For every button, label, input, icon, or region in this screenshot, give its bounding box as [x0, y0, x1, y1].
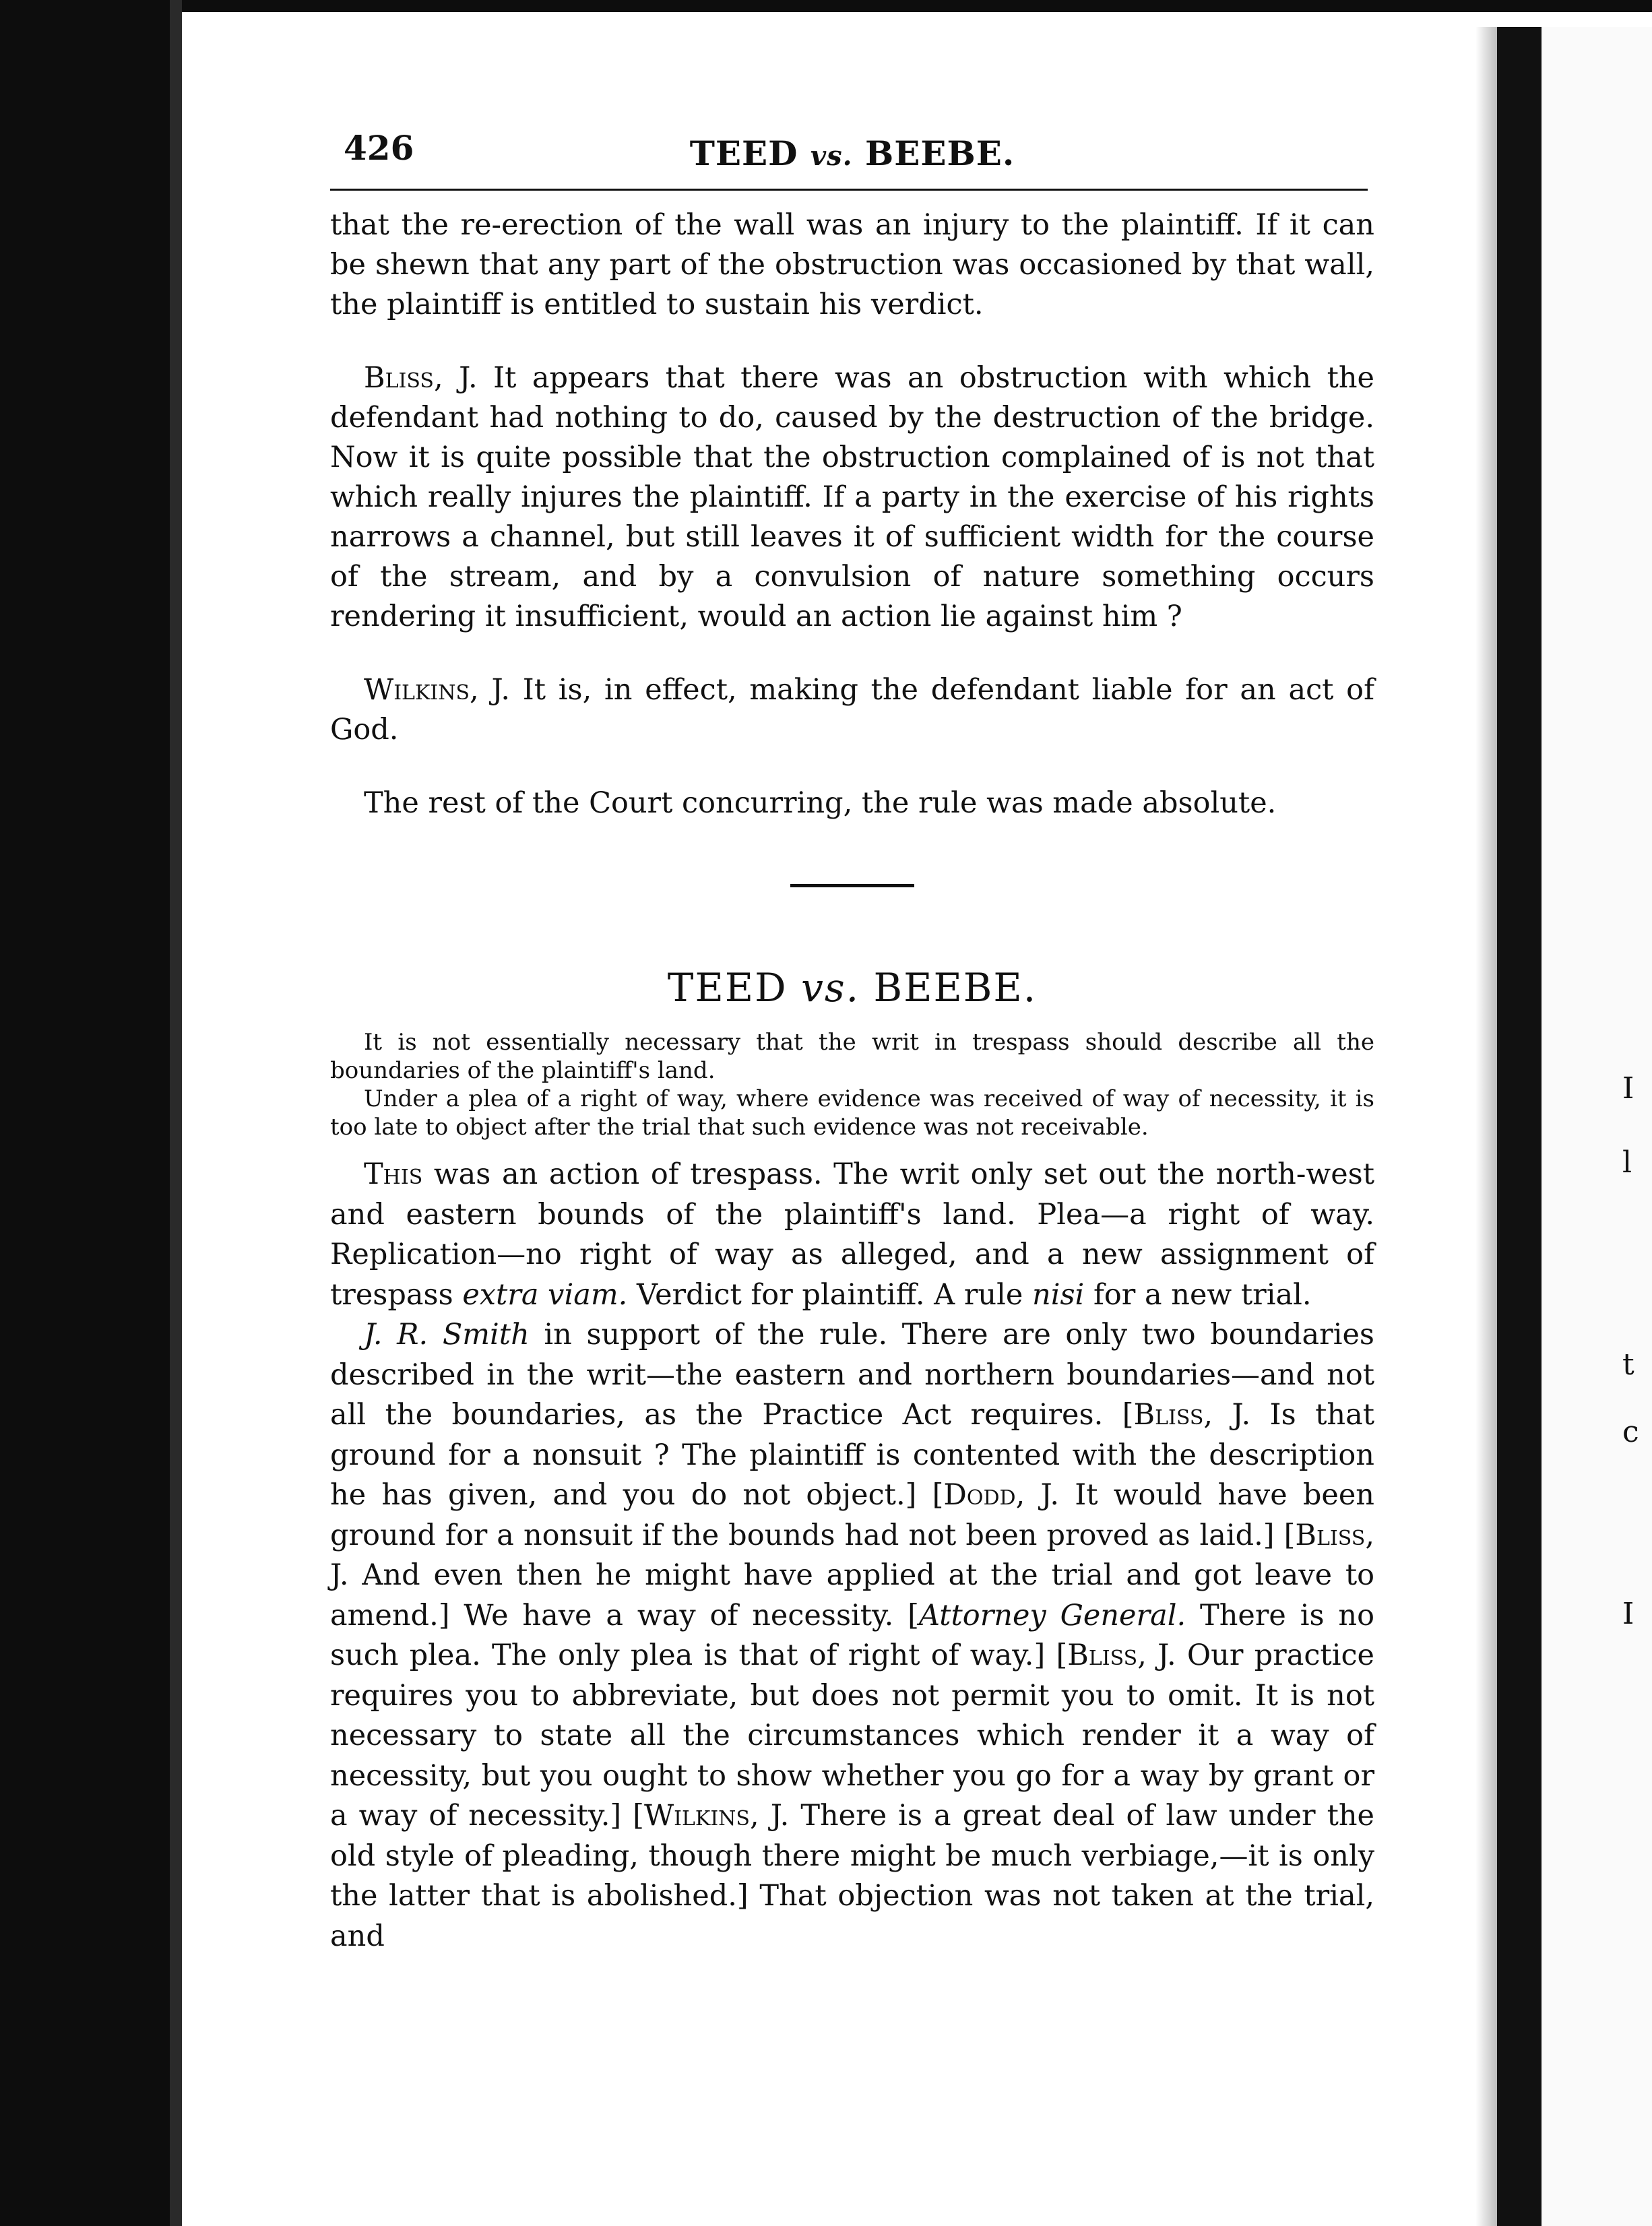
header-rule	[330, 189, 1368, 191]
edge-glyph: t	[1622, 1347, 1634, 1382]
adjacent-page-edge	[1542, 27, 1652, 2226]
paragraph-facts	[330, 1155, 1374, 1315]
text-run: for a new trial.	[1093, 1277, 1312, 1312]
edge-glyph: c	[1622, 1415, 1639, 1449]
text-run: There is no such plea. The only plea is that of right of way.] [	[330, 1598, 1375, 1672]
gutter-shadow	[1475, 27, 1497, 2226]
judge-name: Bliss, J.	[364, 361, 478, 395]
text-run: It would have been ground for a nonsuit if the bounds had not been proved as laid.] [	[330, 1478, 1374, 1552]
text-run: Our practice requires you to abbreviate, but does not permit you to omit. It is not necessary to state all the circumstances which render it a way of necessity, but you ought to show whether you go for a way by grant or a way of necessity.] [	[330, 1639, 1374, 1833]
counsel-name: J. R. Smith	[364, 1318, 530, 1352]
judge-name: Bliss, J.	[330, 1518, 1374, 1592]
opinion-text: It is, in effect, making the defendant liable for an act of God.	[330, 673, 1374, 746]
judge-name: Bliss, J.	[1067, 1639, 1176, 1672]
running-head-vs: vs.	[810, 140, 853, 172]
paragraph-wilkins-opinion	[330, 670, 1374, 750]
page-number: 426	[344, 128, 414, 168]
judge-name: Wilkins, J.	[643, 1799, 790, 1833]
paragraph-bliss-opinion	[330, 358, 1374, 637]
text-run: Verdict for plaintiff. A rule	[636, 1277, 1023, 1312]
text-run: was an action of trespass. The writ only set out the north-west and eastern bounds of the plaintiff's land. Plea—a right of way. Replication—no right of way as alleged, and a new assignment of trespass	[330, 1157, 1374, 1312]
edge-glyph: I	[1622, 1597, 1634, 1631]
judge-name: Bliss, J.	[1133, 1398, 1251, 1432]
case-title	[330, 965, 1374, 1011]
running-head-title	[330, 133, 1374, 173]
judge-name: Wilkins, J.	[364, 673, 511, 707]
case-vs: vs.	[801, 965, 860, 1011]
counsel-name: Attorney General.	[918, 1598, 1186, 1632]
case-body	[330, 1155, 1374, 1957]
running-head-party-left: TEED	[689, 133, 798, 173]
right-binding-shadow	[1497, 27, 1542, 2226]
headnote: It is not essentially necessary that the writ in trespass should describe all the boundaries of the plaintiff's land.	[330, 1029, 1374, 1084]
judge-name: Dodd, J.	[943, 1478, 1060, 1512]
running-head-party-right: BEEBE.	[865, 133, 1015, 173]
latin-phrase: extra viam.	[462, 1277, 628, 1312]
edge-glyph: I	[1622, 1071, 1634, 1106]
left-binding-shadow	[0, 0, 182, 2226]
opinion-text: It appears that there was an obstruction with which the defendant had nothing to do, caused by the destruction of the bridge. Now it is quite possible that the obstruction complained of is not that which really injures the plaintiff. If a party in the exercise of his rights narrows a channel, but still leaves it of sufficient width for the course of the stream, and by a convulsion of nature something occurs rendering it insufficient, would an action lie against him ?	[330, 361, 1374, 633]
lead-word: This	[364, 1157, 423, 1191]
latin-phrase: nisi	[1032, 1277, 1085, 1312]
paragraph-argument	[330, 1315, 1374, 1957]
scan-top-border	[0, 0, 1652, 12]
book-page	[330, 128, 1374, 1957]
text-run: And even then he might have applied at the trial and got leave to amend.] We have a way of necessity. [	[330, 1558, 1374, 1632]
case-party-right: BEEBE.	[873, 965, 1038, 1011]
case-party-left: TEED	[667, 965, 788, 1011]
headnotes	[330, 1028, 1374, 1141]
text-run: Is that ground for a nonsuit ? The plaintiff is contented with the description he has given, and you do not object.] [	[330, 1398, 1374, 1512]
running-head	[330, 128, 1374, 189]
edge-glyph: l	[1622, 1145, 1632, 1180]
headnote: Under a plea of a right of way, where evidence was received of way of necessity, it is too late to object after the trial that such evidence was not receivable.	[330, 1085, 1374, 1141]
text-run: in support of the rule. There are only two boundaries described in the writ—the eastern and northern boundaries—and not all the boundaries, as the Practice Act requires. [	[330, 1318, 1374, 1432]
paragraph-continuation: that the re-erection of the wall was an injury to the plaintiff. If it can be shewn that any part of the obstruction was occasioned by that wall, the plaintiff is entitled to sustain his verdict.	[330, 208, 1374, 321]
section-divider	[790, 884, 914, 887]
paragraph-conclusion: The rest of the Court concurring, the rule was made absolute.	[364, 786, 1277, 820]
text-run: There is a great deal of law under the old style of pleading, though there might be much verbiage,—it is only the latter that is abolished.] That objection was not taken at the trial, and	[330, 1799, 1374, 1953]
